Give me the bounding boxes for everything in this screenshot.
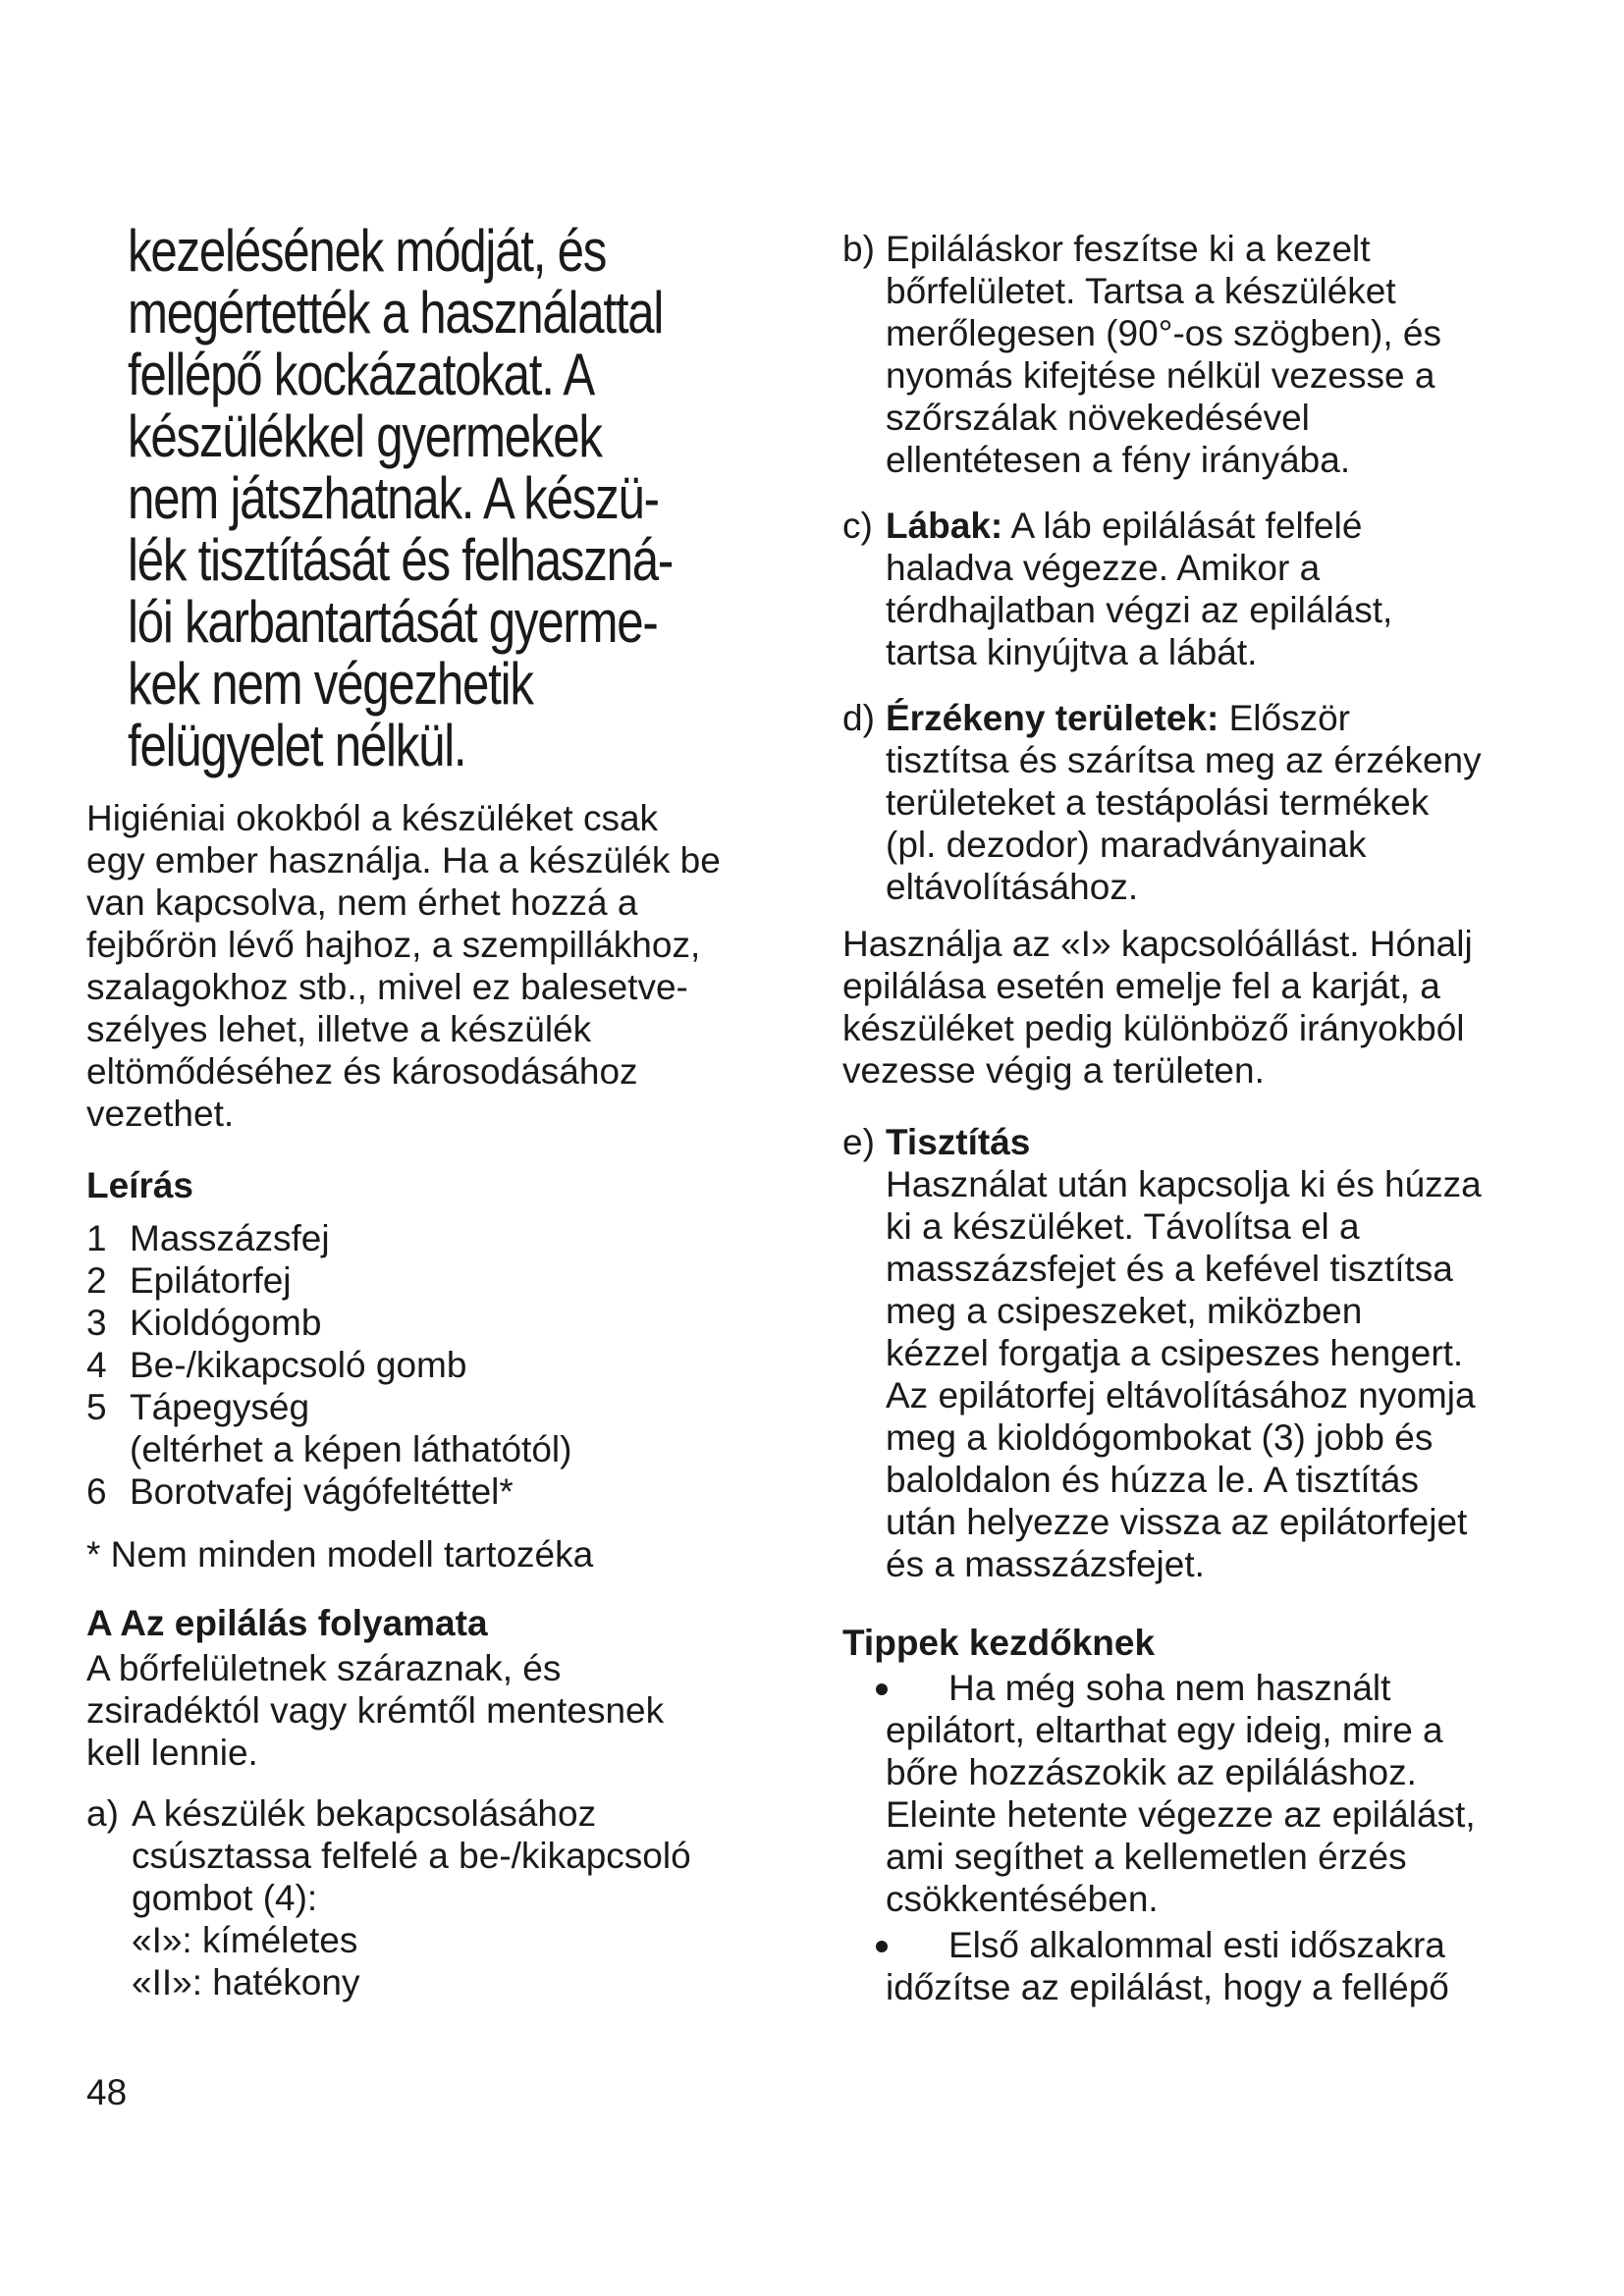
page-number: 48 bbox=[86, 2072, 128, 2112]
text-line: egy ember használja. Ha a készülék be bbox=[86, 840, 721, 881]
text-line: kell lennie. bbox=[86, 1733, 258, 1773]
text-line: epilátort, eltarthat egy ideig, mire a bbox=[886, 1710, 1443, 1750]
description-heading: Leírás bbox=[86, 1165, 194, 1205]
text-line: Ha még soha nem használt bbox=[948, 1668, 1391, 1708]
step-label: c) bbox=[842, 506, 873, 546]
text-line: készüléket pedig különböző irányokból bbox=[842, 1008, 1465, 1048]
item-label: Kioldógomb bbox=[130, 1303, 322, 1343]
text-line: csökkentésében. bbox=[886, 1879, 1159, 1919]
text-line: haladva végezze. Amikor a bbox=[886, 548, 1321, 588]
list-item bbox=[86, 1428, 793, 1470]
step-title: Érzékeny területek: bbox=[886, 698, 1219, 738]
text-line: fejbőrön lévő hajhoz, a szempillákhoz, bbox=[86, 925, 701, 965]
text-line: bőrfelületet. Tartsa a készüléket bbox=[886, 271, 1396, 311]
step-d bbox=[842, 697, 1549, 908]
step-text: Először bbox=[1218, 698, 1350, 738]
list-item bbox=[86, 1470, 793, 1513]
text-line: és a masszázsfejet. bbox=[886, 1544, 1205, 1584]
epilation-intro bbox=[86, 1647, 664, 1774]
warning-line: nem játszhatnak. A készü- bbox=[128, 465, 659, 531]
warning-line: kek nem végezhetik bbox=[128, 651, 533, 717]
text-line: tartsa kinyújtva a lábát. bbox=[886, 632, 1258, 672]
bullet-icon bbox=[876, 1941, 888, 1952]
text-line bbox=[886, 505, 1549, 547]
item-label: Tápegység bbox=[130, 1387, 310, 1427]
text-line: ellentétesen a fény irányába. bbox=[886, 440, 1351, 480]
text-line: eltömődéséhez és károsodásához bbox=[86, 1051, 638, 1092]
safety-warning-text bbox=[128, 220, 772, 776]
text-line: nyomás kifejtése nélkül vezesse a bbox=[886, 355, 1435, 396]
text-line: eltávolításához. bbox=[886, 867, 1139, 907]
text-line: epilálása esetén emelje fel a karját, a bbox=[842, 966, 1440, 1006]
text-line: területeket a testápolási termékek bbox=[886, 782, 1430, 823]
step-label: b) bbox=[842, 229, 875, 269]
tips-heading: Tippek kezdőknek bbox=[842, 1623, 1156, 1663]
text-line: Első alkalommal esti időszakra bbox=[948, 1925, 1445, 1965]
step-e bbox=[842, 1121, 1549, 1585]
text-line: szélyes lehet, illetve a készülék bbox=[86, 1009, 592, 1049]
step-title: Lábak: bbox=[886, 506, 1003, 546]
text-line: A bőrfelületnek száraznak, és bbox=[86, 1648, 562, 1688]
list-item bbox=[86, 1217, 793, 1259]
item-label: Be-/kikapcsoló gomb bbox=[130, 1345, 467, 1385]
item-number: 4 bbox=[86, 1345, 107, 1385]
text-line: ki a készüléket. Távolítsa el a bbox=[886, 1206, 1360, 1247]
item-number: 5 bbox=[86, 1387, 107, 1427]
list-item bbox=[86, 1302, 793, 1344]
step-title: Tisztítás bbox=[886, 1122, 1031, 1162]
step-a bbox=[86, 1792, 813, 2003]
step-label: e) bbox=[842, 1122, 875, 1162]
bullet-icon bbox=[876, 1683, 888, 1695]
text-line: Használja az «I» kapcsolóállást. Hónalj bbox=[842, 924, 1473, 964]
item-number: 3 bbox=[86, 1303, 107, 1343]
text-line: A készülék bekapcsolásához bbox=[132, 1793, 597, 1834]
text-line: van kapcsolva, nem érhet hozzá a bbox=[86, 882, 638, 923]
text-line: Használat után kapcsolja ki és húzza bbox=[886, 1164, 1482, 1204]
step-b bbox=[842, 228, 1549, 481]
text-line: szőrszálak növekedésével bbox=[886, 398, 1310, 438]
list-item bbox=[86, 1259, 793, 1302]
text-line: kézzel forgatja a csipeszes hengert. bbox=[886, 1333, 1464, 1373]
text-line: után helyezze vissza az epilátorfejet bbox=[886, 1502, 1468, 1542]
text-line: tisztítsa és szárítsa meg az érzékeny bbox=[886, 740, 1482, 780]
hygiene-paragraph bbox=[86, 797, 721, 1135]
text-line: Eleinte hetente végezze az epilálást, bbox=[886, 1794, 1476, 1835]
text-line: baloldalon és húzza le. A tisztítás bbox=[886, 1460, 1420, 1500]
text-line: «I»: kíméletes bbox=[132, 1920, 358, 1960]
item-label: (eltérhet a képen láthatótól) bbox=[130, 1429, 572, 1469]
text-line: Az epilátorfej eltávolításához nyomja bbox=[886, 1375, 1476, 1415]
text-line: Higiéniai okokból a készüléket csak bbox=[86, 798, 659, 838]
warning-line: megértették a használattal bbox=[128, 280, 664, 346]
step-label: d) bbox=[842, 698, 875, 738]
warning-line: lék tisztítását és felhaszná- bbox=[128, 527, 673, 593]
text-line: gombot (4): bbox=[132, 1878, 318, 1918]
warning-line: kezelésének módját, és bbox=[128, 218, 607, 284]
item-label: Masszázsfej bbox=[130, 1218, 330, 1258]
text-line: időzítse az epilálást, hogy a fellépő bbox=[886, 1967, 1449, 2007]
item-number: 1 bbox=[86, 1218, 107, 1258]
description-list bbox=[86, 1217, 793, 1513]
warning-line: fellépő kockázatokat. A bbox=[128, 342, 594, 407]
item-number: 2 bbox=[86, 1260, 107, 1301]
text-line: (pl. dezodor) maradványainak bbox=[886, 825, 1367, 865]
list-item bbox=[86, 1344, 793, 1386]
warning-line: készülékkel gyermekek bbox=[128, 403, 602, 469]
text-line: Epiláláskor feszítse ki a kezelt bbox=[886, 229, 1371, 269]
text-line: térdhajlatban végzi az epilálást, bbox=[886, 590, 1393, 630]
step-label: a) bbox=[86, 1793, 119, 1834]
text-line: zsiradéktól vagy krémtől mentesnek bbox=[86, 1690, 665, 1731]
text-line bbox=[886, 697, 1549, 739]
step-c bbox=[842, 505, 1549, 673]
text-line: vezesse végig a területen. bbox=[842, 1050, 1265, 1091]
epilation-heading: A Az epilálás folyamata bbox=[86, 1603, 488, 1643]
tips-bullet-2 bbox=[842, 1924, 1549, 2008]
text-line: vezethet. bbox=[86, 1094, 235, 1134]
text-line: merőlegesen (90°-os szögben), és bbox=[886, 313, 1441, 353]
text-line: csúsztassa felfelé a be-/kikapcsoló bbox=[132, 1836, 691, 1876]
warning-line: lói karbantartását gyerme- bbox=[128, 589, 658, 655]
text-line: meg a csipeszeket, miközben bbox=[886, 1291, 1363, 1331]
footnote: * Nem minden modell tartozéka bbox=[86, 1534, 594, 1575]
text-line: szalagokhoz stb., mivel ez balesetve- bbox=[86, 967, 688, 1007]
text-line: meg a kioldógombokat (3) jobb és bbox=[886, 1417, 1434, 1458]
item-label: Borotvafej vágófeltéttel* bbox=[130, 1471, 514, 1512]
underarm-paragraph bbox=[842, 923, 1549, 1092]
step-text: A láb epilálását felfelé bbox=[1002, 506, 1363, 546]
list-item bbox=[86, 1386, 793, 1428]
text-line: bőre hozzászokik az epiláláshoz. bbox=[886, 1752, 1417, 1792]
item-label: Epilátorfej bbox=[130, 1260, 292, 1301]
text-line: masszázsfejet és a kefével tisztítsa bbox=[886, 1249, 1453, 1289]
text-line: «II»: hatékony bbox=[132, 1962, 360, 2002]
text-line: ami segíthet a kellemetlen érzés bbox=[886, 1837, 1407, 1877]
warning-line: felügyelet nélkül. bbox=[128, 713, 466, 778]
item-number: 6 bbox=[86, 1471, 107, 1512]
tips-bullet-1 bbox=[842, 1667, 1549, 1920]
